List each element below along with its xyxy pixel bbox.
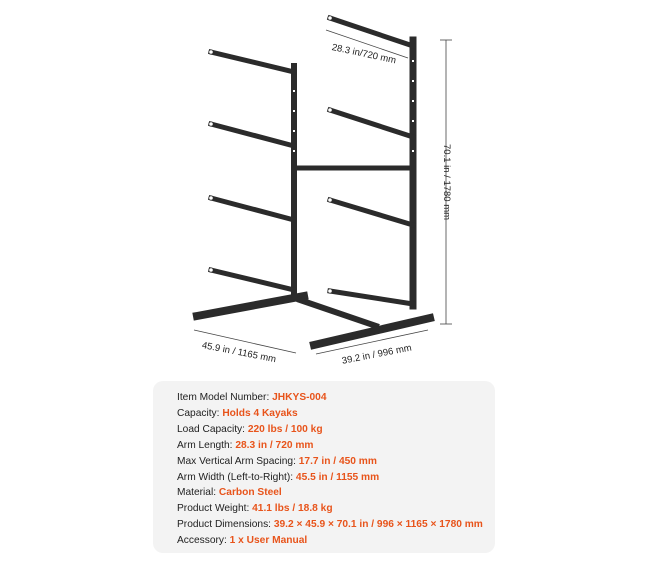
spec-value: 17.7 in / 450 mm [298,455,377,467]
spec-value: 28.3 in / 720 mm [235,439,314,451]
front-arm-4 [330,291,413,304]
depth-label: 39.2 in / 996 mm [341,342,413,367]
width-label: 45.9 in / 1165 mm [200,340,277,366]
spec-row-weight [177,501,483,517]
spec-value: JHKYS-004 [272,392,327,403]
height-label: 70.1 in / 1780 mm [441,144,452,221]
spec-row-dimensions [177,517,483,533]
spec-value: 220 lbs / 100 kg [247,423,323,435]
spec-row-accessory [177,533,483,549]
spec-label: Product Dimensions: [177,519,271,531]
front-arm-1 [330,18,413,46]
spec-row-material [177,485,483,501]
rear-arm-3 [211,198,294,220]
front-arm-2 [330,110,413,137]
rear-arm-4 [211,270,294,290]
spec-label: Load Capacity: [177,423,245,435]
spec-value: 45.5 in / 1155 mm [295,471,380,483]
post-holes [293,60,414,152]
spec-value: 1 x User Manual [229,535,308,547]
spec-value: 41.1 lbs / 18.8 kg [252,503,333,515]
arm-length-label: 28.3 in/720 mm [330,42,398,67]
spec-label: Accessory: [177,535,227,547]
spec-label: Arm Width (Left-to-Right): [177,471,294,483]
spec-row-arm-spacing [177,454,483,470]
spec-label: Capacity: [177,407,220,419]
spec-label: Max Vertical Arm Spacing: [177,455,296,467]
spec-label: Arm Length: [177,439,233,451]
base-foot-rear [197,296,304,316]
spec-card [153,381,495,553]
spec-value: Holds 4 Kayaks [222,407,298,419]
spec-list [177,390,483,549]
spec-label: Item Model Number: [177,392,270,403]
spec-value: 39.2 × 45.9 × 70.1 in / 996 × 1165 × 1780 mm [273,519,483,531]
spec-label: Product Weight: [177,503,250,515]
rear-arm-2 [211,124,294,146]
spec-value: Carbon Steel [218,487,282,499]
spec-row-capacity [177,406,483,422]
base-connector [300,300,376,326]
spec-row-model [177,390,483,406]
spec-row-load-capacity [177,422,483,438]
rear-arm-1 [211,52,294,72]
spec-label: Material: [177,487,217,499]
spec-row-arm-length [177,438,483,454]
spec-row-arm-width [177,470,483,486]
front-arm-3 [330,200,413,225]
